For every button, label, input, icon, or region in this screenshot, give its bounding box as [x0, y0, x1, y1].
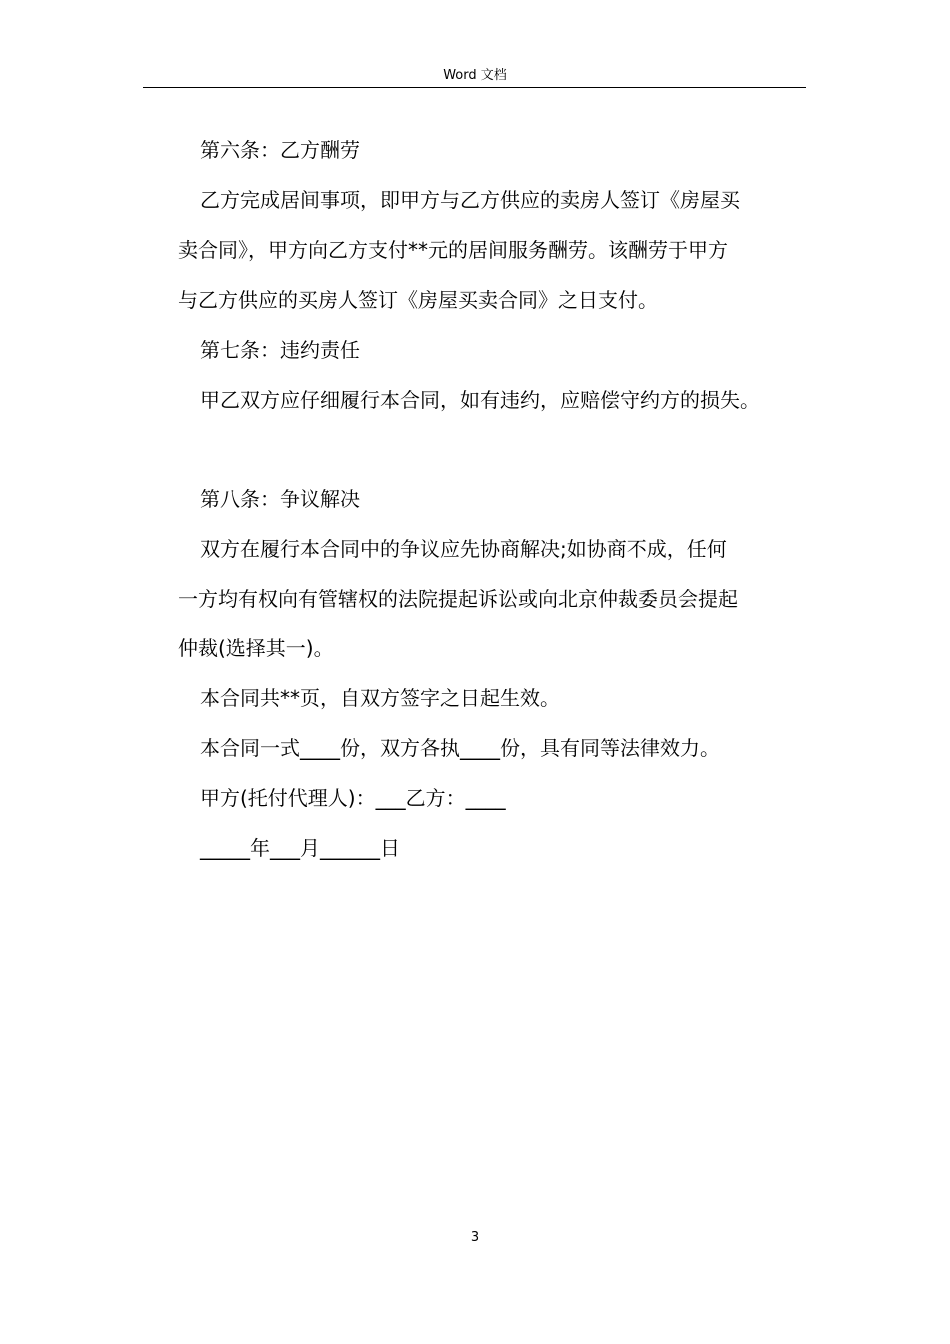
- article-8-text-line-1: 双方在履行本合同中的争议应先协商解决;如协商不成，任何: [200, 537, 727, 561]
- article-6-text-line-2: 卖合同》，甲方向乙方支付**元的居间服务酬劳。该酬劳于甲方: [178, 238, 728, 262]
- date-line: _____年___月______日: [200, 836, 400, 860]
- article-6-text-line-1: 乙方完成居间事项，即甲方与乙方供应的卖房人签订《房屋买: [200, 188, 740, 212]
- article-7-text: 甲乙双方应仔细履行本合同，如有违约，应赔偿守约方的损失。: [200, 388, 760, 412]
- article-6-text-line-3: 与乙方供应的买房人签订《房屋买卖合同》之日支付。: [178, 288, 658, 312]
- header-divider: [143, 87, 806, 88]
- header-title: Word 文档: [443, 68, 507, 83]
- page-number: 3: [470, 1230, 480, 1245]
- contract-pages-clause: 本合同共**页，自双方签字之日起生效。: [200, 686, 560, 710]
- article-8-heading: 第八条：争议解决: [200, 487, 360, 511]
- contract-copies-clause: 本合同一式____份，双方各执____份，具有同等法律效力。: [200, 736, 720, 760]
- signature-line: 甲方(托付代理人)：___乙方：____: [200, 786, 506, 810]
- article-8-text-line-2: 一方均有权向有管辖权的法院提起诉讼或向北京仲裁委员会提起: [178, 587, 738, 611]
- article-8-text-line-3: 仲裁(选择其一)。: [178, 636, 334, 660]
- article-6-heading: 第六条：乙方酬劳: [200, 138, 360, 162]
- article-7-heading: 第七条：违约责任: [200, 338, 360, 362]
